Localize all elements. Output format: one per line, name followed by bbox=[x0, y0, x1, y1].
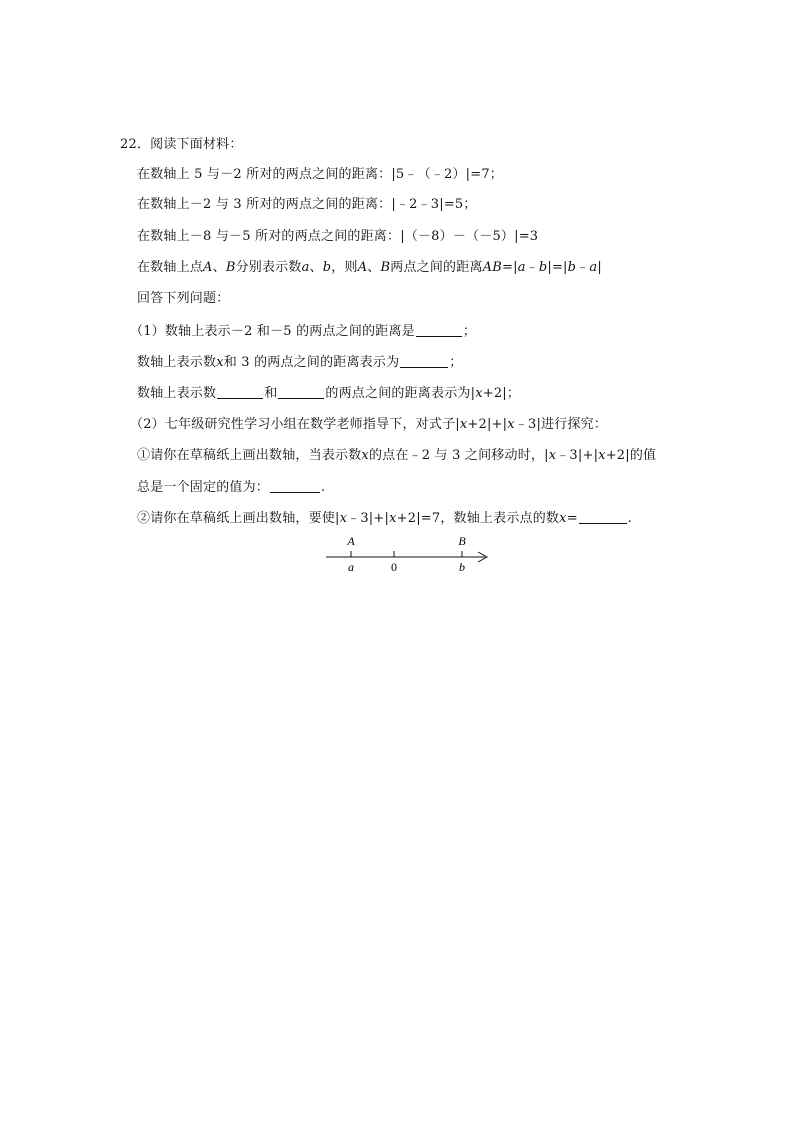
text-fragment: 在数轴上点 bbox=[137, 260, 204, 275]
answer-blank-1[interactable] bbox=[416, 324, 462, 337]
var-x: x bbox=[475, 386, 483, 401]
text-fragment: 总是一个固定的值为： bbox=[137, 480, 270, 495]
var-x: x bbox=[459, 417, 468, 432]
text-fragment: 数轴上表示数 bbox=[137, 355, 217, 370]
text-fragment: 两点之间的距离 bbox=[390, 260, 483, 275]
var-x: x bbox=[339, 511, 348, 526]
text-fragment: ，则 bbox=[331, 260, 358, 275]
part1-line-1 bbox=[130, 324, 476, 340]
question-title: 阅读下面材料： bbox=[150, 137, 243, 152]
material-line-4 bbox=[137, 260, 602, 276]
text-fragment: +2|+| bbox=[467, 417, 508, 432]
value-a-label: a bbox=[348, 560, 354, 574]
text-fragment: ﹣3|进行探究： bbox=[514, 417, 608, 432]
var-b: b bbox=[538, 260, 548, 275]
text-fragment: +2|的值 bbox=[605, 448, 657, 463]
text-fragment: 、 bbox=[367, 260, 381, 275]
text-fragment: ； bbox=[449, 355, 463, 370]
value-b-label: b bbox=[459, 560, 465, 574]
part2-1-line-2 bbox=[137, 480, 325, 496]
number-line-figure bbox=[320, 530, 500, 580]
part1-line-3 bbox=[137, 386, 520, 402]
text-fragment: （2）七年级研究性学习小组在数学老师指导下，对式子| bbox=[130, 417, 460, 432]
text-fragment: ﹣ bbox=[525, 260, 539, 275]
var-AB: AB bbox=[482, 260, 502, 275]
text-fragment: ﹣3|+| bbox=[556, 448, 599, 463]
part2-1-line-1 bbox=[137, 448, 656, 464]
text-fragment: = bbox=[566, 511, 578, 526]
answer-prompt: 回答下列问题： bbox=[137, 291, 230, 306]
var-x: x bbox=[507, 417, 515, 432]
text-fragment: +2|； bbox=[482, 386, 521, 401]
text-fragment: ﹣3|+| bbox=[347, 511, 390, 526]
var-x: x bbox=[548, 448, 557, 463]
part2-line-1 bbox=[130, 417, 607, 433]
material-line-3: 在数轴上－8 与－5 所对的两点之间的距离：|（－8）－（－5）|=3 bbox=[137, 229, 539, 244]
point-B-label: B bbox=[458, 534, 466, 548]
text-fragment: 、 bbox=[212, 260, 226, 275]
var-A: A bbox=[357, 260, 368, 275]
answer-blank-6[interactable] bbox=[579, 511, 627, 524]
var-a: a bbox=[301, 260, 310, 275]
text-fragment: =| bbox=[502, 260, 518, 275]
text-fragment: . bbox=[321, 480, 326, 495]
text-fragment: 和 bbox=[264, 386, 278, 401]
var-x: x bbox=[389, 511, 397, 526]
var-B: B bbox=[380, 260, 391, 275]
text-fragment: +2|=7，数轴上表示点的数 bbox=[396, 511, 560, 526]
var-a: a bbox=[517, 260, 526, 275]
text-fragment: . bbox=[627, 511, 633, 526]
answer-blank-3[interactable] bbox=[217, 386, 263, 399]
answer-blank-2[interactable] bbox=[400, 355, 448, 368]
question-number: 22． bbox=[120, 137, 151, 152]
text-fragment: 和 3 的两点之间的距离表示为 bbox=[223, 355, 400, 370]
question-heading bbox=[120, 137, 243, 153]
text-fragment: ； bbox=[462, 324, 477, 339]
var-B: B bbox=[225, 260, 236, 275]
text-fragment: ﹣ bbox=[576, 260, 590, 275]
text-fragment: ①请你在草稿纸上画出数轴，当表示数 bbox=[137, 448, 362, 463]
material-line-1: 在数轴上 5 与－2 所对的两点之间的距离：|5﹣（﹣2）|=7； bbox=[137, 167, 504, 182]
var-b: b bbox=[567, 260, 577, 275]
part1-line-2 bbox=[137, 355, 463, 371]
var-x: x bbox=[559, 511, 567, 526]
text-fragment: （1）数轴上表示－2 和－5 的两点之间的距离是 bbox=[130, 324, 415, 339]
material-line-2: 在数轴上－2 与 3 所对的两点之间的距离：|﹣2﹣3|=5； bbox=[137, 197, 477, 212]
text-fragment: 的两点之间的距离表示为| bbox=[325, 386, 476, 401]
value-zero-label: 0 bbox=[391, 560, 397, 574]
text-fragment: 分别表示数 bbox=[235, 260, 302, 275]
var-a: a bbox=[589, 260, 598, 275]
part2-2-line bbox=[137, 511, 632, 527]
text-fragment: 数轴上表示数 bbox=[137, 386, 217, 401]
var-x: x bbox=[361, 448, 369, 463]
var-x: x bbox=[598, 448, 606, 463]
answer-blank-5[interactable] bbox=[270, 480, 320, 493]
var-b: b bbox=[322, 260, 332, 275]
point-A-label: A bbox=[347, 534, 355, 548]
text-fragment: 的点在﹣2 与 3 之间移动时，| bbox=[368, 448, 549, 463]
text-fragment: |=| bbox=[547, 260, 568, 275]
var-A: A bbox=[203, 260, 213, 275]
answer-blank-4[interactable] bbox=[278, 386, 324, 399]
text-fragment: | bbox=[597, 260, 602, 275]
text-fragment: ②请你在草稿纸上画出数轴，要使| bbox=[137, 511, 340, 526]
text-fragment: 、 bbox=[309, 260, 323, 275]
var-x: x bbox=[216, 355, 224, 370]
